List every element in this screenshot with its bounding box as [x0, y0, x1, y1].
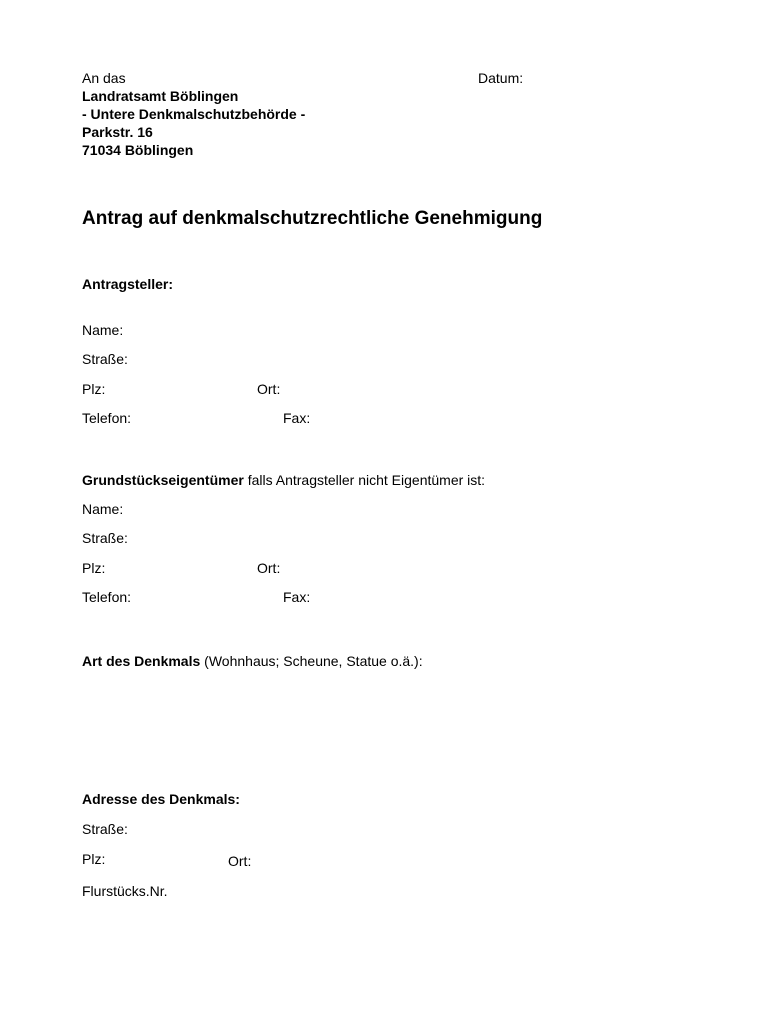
owner-zip-label: Plz:: [82, 560, 106, 576]
monument-type-line: [82, 652, 423, 670]
owner-street-label: Straße:: [82, 530, 128, 546]
applicant-fax-label: Fax:: [283, 410, 311, 426]
recipient-line-4: 71034 Böblingen: [82, 142, 194, 158]
recipient-line-3: Parkstr. 16: [82, 124, 153, 140]
monument-type-heading: Art des Denkmals: [82, 653, 201, 669]
monument-address-heading: Adresse des Denkmals:: [82, 791, 240, 807]
applicant-phone-label: Telefon:: [82, 410, 132, 426]
owner-city-label: Ort:: [257, 560, 281, 576]
applicant-name-label: Name:: [82, 322, 124, 338]
owner-heading-note: falls Antragsteller nicht Eigentümer ist:: [243, 472, 486, 488]
recipient-line-2: - Untere Denkmalschutzbehörde -: [82, 106, 306, 122]
page-title: Antrag auf denkmalschutzrechtliche Genehmigung: [82, 208, 543, 229]
monument-street-label: Straße:: [82, 821, 128, 837]
owner-phone-label: Telefon:: [82, 589, 132, 605]
date-label: Datum:: [478, 70, 524, 86]
applicant-heading: Antragsteller:: [82, 276, 174, 292]
monument-zip-label: Plz:: [82, 851, 106, 867]
applicant-street-label: Straße:: [82, 351, 128, 367]
recipient-line-1: Landratsamt Böblingen: [82, 88, 239, 104]
recipient-prefix: An das: [82, 70, 126, 86]
owner-name-label: Name:: [82, 501, 124, 517]
monument-parcel-label: Flurstücks.Nr.: [82, 883, 168, 899]
monument-city-label: Ort:: [228, 853, 252, 869]
owner-fax-label: Fax:: [283, 589, 311, 605]
applicant-zip-label: Plz:: [82, 381, 106, 397]
monument-type-note: (Wohnhaus; Scheune, Statue o.ä.):: [200, 653, 423, 669]
owner-heading-line: [82, 471, 485, 489]
applicant-city-label: Ort:: [257, 381, 281, 397]
owner-heading: Grundstückseigentümer: [82, 472, 244, 488]
